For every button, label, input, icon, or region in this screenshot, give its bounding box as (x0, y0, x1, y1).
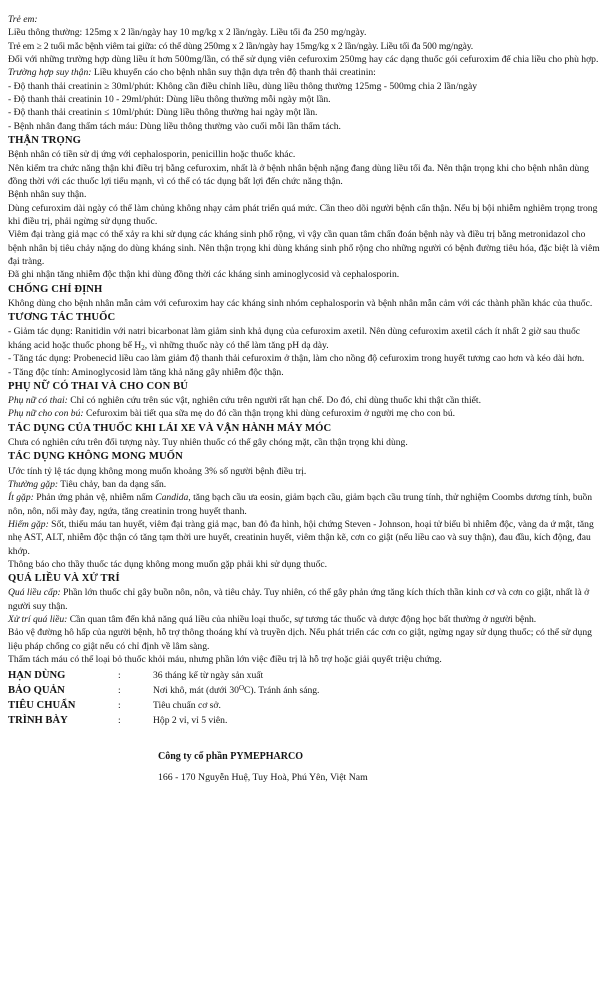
caution-paragraph: Bệnh nhân suy thận. (8, 189, 87, 201)
interaction-decrease: - Giảm tác dụng: Ranitidin với natri bicarbonat làm giảm sinh khả dụng của cefuroxim axetil. Nên dùng cefuroxim axetil cách ít nhất 2 giờ sau thuốc kháng acid hoặc thuốc phong bế $H_2$, vì những thuốc này có thể làm tăng pH dạ dày. (8, 326, 581, 352)
overdose-management: Xử trí quá liều: Cần quan tâm đến khả năng quá liều của nhiều loại thuốc, sự tương tác thuốc và dược động học bất thường ở người bệnh. (8, 614, 537, 626)
child-heading: Trẻ em: (8, 14, 38, 25)
pregnancy-heading: PHỤ NỮ CÓ THAI VÀ CHO CON BÚ (8, 380, 189, 392)
adverse-notify: Thông báo cho thầy thuốc tác dụng không mong muốn gặp phải khi sử dụng thuốc. (8, 558, 328, 570)
standard-value: Tiêu chuẩn cơ sở. (153, 699, 221, 711)
renal-item: - Bệnh nhân đang thẩm tách máu: Dùng liều thông thường vào cuối mỗi lần thẩm tách. (8, 120, 341, 132)
adverse-rare: Hiếm gặp: Sốt, thiếu máu tan huyết, viêm đại tràng giả mạc, ban đỏ đa hình, hội chứng Steven - Johnson, hoại tử biểu bì nhiễm độc, vàng da ứ mật, tăng nhẹ AST, ALT, nhiễm độc thận có tăng tạm thời ure huyết, creatinin huyết, viêm thận kẽ, cơn co giật (nếu liều cao và suy thận), đau đầu, kích động, đau khớp. (8, 518, 594, 557)
interaction-increase: - Tăng tác dụng: Probenecid liều cao làm giảm độ thanh thải cefuroxim ở thận, làm cho nồng độ cefuroxim trong huyết tương cao hơn và kéo dài hơn. (8, 353, 585, 365)
adverse-uncommon: Ít gặp: Phản ứng phản vệ, nhiễm nấm Candida, tăng bạch cầu ưa eosin, giảm bạch cầu, giảm bạch cầu trung tính, thử nghiệm Coombs dương tính, buồn nôn, nôn, nổi mày đay, ngứa, tăng creatinin trong huyết thanh. (8, 492, 593, 517)
standard-label: TIÊU CHUẨN (8, 699, 76, 711)
shelf-life-value: 36 tháng kể từ ngày sản xuất (153, 669, 264, 681)
shelf-life-label: HẠN DÙNG (8, 669, 66, 681)
renal-item: - Độ thanh thải creatinin ≥ 30ml/phút: Không cần điều chỉnh liều, dùng liều thông thường 125mg - 500mg chia 2 lần/ngày (8, 80, 478, 92)
contraindication-heading: CHỐNG CHỈ ĐỊNH (8, 283, 103, 295)
colon: : (118, 699, 121, 711)
adverse-common: Thường gặp: Tiêu chảy, ban da dạng sẩn. (8, 478, 167, 490)
company-address: 166 - 170 Nguyễn Huệ, Tuy Hoà, Phú Yên, Việt Nam (158, 771, 368, 783)
driving-text: Chưa có nghiên cứu trên đối tượng này. Tuy nhiên thuốc có thể gây chóng mặt, cần thận trọng khi dùng. (8, 436, 408, 448)
interaction-heading: TƯƠNG TÁC THUỐC (8, 312, 116, 324)
contraindication-text: Không dùng cho bệnh nhân mẫn cảm với cefuroxim hay các kháng sinh nhóm cephalosporin và bệnh nhân mẫn cảm với các thành phần khác của thuốc. (8, 297, 593, 309)
renal-intro: Trường hợp suy thận: Liều khuyến cáo cho bệnh nhân suy thận dựa trên độ thanh thải creatinin: (8, 67, 376, 79)
caution-paragraph: Bệnh nhân có tiền sử dị ứng với cephalosporin, penicillin hoặc thuốc khác. (8, 149, 296, 161)
child-dose-note: Đối với những trường hợp dùng liều ít hơn 500mg/lần, có thể sử dụng viên cefuroxim 250mg hay các dạng thuốc gói cefuroxim để chia liều cho phù hợp. (8, 54, 599, 66)
caution-paragraph: Đã ghi nhận tăng nhiễm độc thận khi dùng đồng thời các kháng sinh aminoglycosid và cephalosporin. (8, 269, 400, 281)
breastfeeding-text: Phụ nữ cho con bú: Cefuroxim bài tiết qua sữa mẹ do đó cần thận trọng khi dùng cefuroxim ở người mẹ cho con bú. (8, 408, 456, 420)
interaction-toxicity: - Tăng độc tính: Aminoglycosid làm tăng khả năng gây nhiễm độc thận. (8, 366, 284, 378)
colon: : (118, 684, 121, 696)
overdose-heading: QUÁ LIỀU VÀ XỬ TRÍ (8, 573, 120, 585)
manufacturer-footer (8, 748, 605, 787)
overdose-support: Bảo vệ đường hô hấp của người bệnh, hỗ trợ thông thoáng khí và truyền dịch. Nếu phát triển các cơn co giật, ngừng ngay sử dụng thuốc; có thể sử dụng liệu pháp chống co giật nếu có chỉ định về lâm sàng. (8, 627, 592, 652)
child-dose-otitis: Trẻ em ≥ 2 tuổi mắc bệnh viêm tai giữa: có thể dùng 250mg x 2 lần/ngày hay 15mg/kg x 2 lần/ngày. Liều tối đa 500 mg/ngày. (8, 40, 473, 52)
adverse-intro: Ước tính tỷ lệ tác dụng không mong muốn khoảng 3% số người bệnh điều trị. (8, 465, 307, 477)
standard-row (8, 699, 553, 714)
storage-label: BẢO QUẢN (8, 684, 65, 696)
caution-paragraph: Dùng cefuroxim dài ngày có thể làm chủng không nhạy cảm phát triển quá mức. Cần theo dõi người bệnh cẩn thận. Nếu bị bội nhiễm nghiêm trọng trong khi điều trị, phải ngừng sử dụng thuốc. (8, 202, 598, 228)
child-dose-normal: Liều thông thường: 125mg x 2 lần/ngày hay 10 mg/kg x 2 lần/ngày. Liều tối đa 250 mg/ngày. (8, 27, 367, 39)
storage-value: Nơi khô, mát (dưới $30^OC$). Tránh ánh sáng. (153, 683, 320, 696)
driving-heading: TÁC DỤNG CỦA THUỐC KHI LÁI XE VÀ VẬN HÀNH MÁY MÓC (8, 422, 332, 434)
renal-item: - Độ thanh thải creatinin 10 - 29ml/phút: Dùng liều thông thường mỗi ngày một lần. (8, 94, 331, 106)
overdose-acute: Quá liều cấp: Phần lớn thuốc chỉ gây buồn nôn, nôn, và tiêu chảy. Tuy nhiên, có thể gây phản ứng tăng kích thích thần kinh cơ và cơn co giật, nhất là ở người suy thận. (8, 587, 590, 612)
renal-item: - Độ thanh thải creatinin ≤ 10ml/phút: Dùng liều thông thường hai ngày một lần. (8, 107, 318, 119)
caution-paragraph: Viêm đại tràng giả mạc có thể xảy ra khi sử dụng các kháng sinh phổ rộng, vì vậy cần quan tâm chẩn đoán bệnh này và điều trị bằng metronidazol cho bệnh nhân bị tiêu chảy nặng do dùng kháng sinh. Nên thận trọng khi dùng kháng sinh phổ rộng cho những người có bệnh đường tiêu hóa, đặc biệt là viêm đại tràng. (8, 229, 600, 268)
adverse-heading: TÁC DỤNG KHÔNG MONG MUỐN (8, 451, 183, 463)
pregnancy-text: Phụ nữ có thai: Chỉ có nghiên cứu trên súc vật, nghiên cứu trên người rất hạn chế. Do đó, chỉ dùng thuốc khi thật cần thiết. (8, 395, 481, 407)
packaging-label: TRÌNH BÀY (8, 714, 68, 726)
colon: : (118, 669, 121, 681)
packaging-value: Hộp 2 vỉ, vỉ 5 viên. (153, 714, 228, 726)
company-name: Công ty cổ phần PYMEPHARCO (158, 750, 304, 762)
caution-paragraph: Nên kiểm tra chức năng thận khi điều trị bằng cefuroxim, nhất là ở bệnh nhân bệnh nặng đang dùng liều tối đa. Nên thận trọng khi cho bệnh nhân dùng đồng thời với các thuốc lợi tiểu mạnh, vì có thể có tác dụng bất lợi đến chức năng thận. (8, 162, 589, 187)
overdose-dialysis: Thẩm tách máu có thể loại bỏ thuốc khỏi máu, nhưng phần lớn việc điều trị là hỗ trợ hoặc giải quyết triệu chứng. (8, 654, 442, 666)
colon: : (118, 714, 121, 726)
shelf-life-row (8, 669, 553, 684)
caution-heading: THẬN TRỌNG (8, 135, 81, 147)
storage-row (8, 684, 553, 699)
product-info-table (8, 669, 553, 729)
packaging-row (8, 714, 553, 729)
